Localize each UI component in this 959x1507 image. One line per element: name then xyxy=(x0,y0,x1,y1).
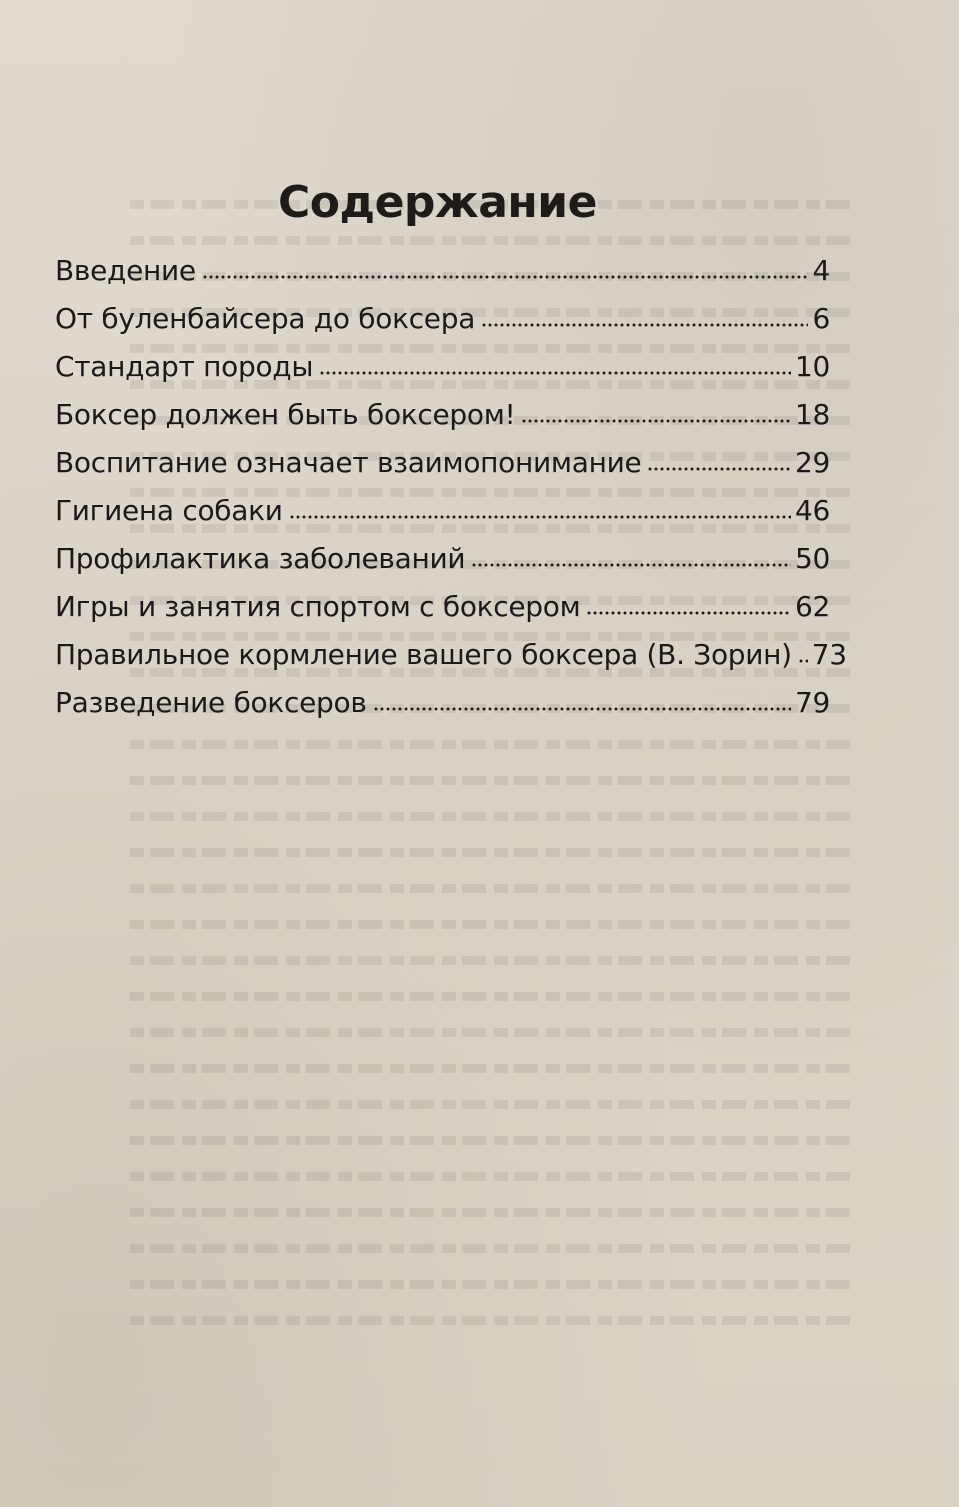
toc-entry-page-number: 18 xyxy=(794,398,830,431)
toc-entry-label: Введение xyxy=(55,254,196,287)
toc-entry-hygiene xyxy=(55,494,830,542)
toc-entry-page-number: 62 xyxy=(794,590,830,623)
toc-entry-label: Разведение боксеров xyxy=(55,686,367,719)
toc-entry-page-number: 79 xyxy=(794,686,830,719)
toc-entry-label: Боксер должен быть боксером! xyxy=(55,398,516,431)
toc-entry-feeding xyxy=(55,638,847,686)
toc-entry-breed-standard xyxy=(55,350,830,398)
toc-entry-label: Игры и занятия спортом с боксером xyxy=(55,590,581,623)
dot-leader xyxy=(586,611,791,615)
toc-entry-label: Гигиена собаки xyxy=(55,494,283,527)
toc-entry-label: От буленбайсера до боксера xyxy=(55,302,476,335)
toc-entry-page-number: 29 xyxy=(794,446,830,479)
dot-leader xyxy=(521,419,791,423)
dot-leader xyxy=(373,707,791,711)
toc-entry-label: Правильное кормление вашего боксера (В. Зорин) xyxy=(55,638,792,671)
toc-entry-page-number: 10 xyxy=(794,350,830,383)
dot-leader xyxy=(289,515,791,519)
toc-entry-label: Стандарт породы xyxy=(55,350,314,383)
toc-entry-breeding xyxy=(55,686,830,734)
toc-entry-games-sports xyxy=(55,590,830,638)
toc-entry-page-number: 4 xyxy=(812,254,830,287)
toc-entry-page-number: 50 xyxy=(794,542,830,575)
page-title: Содержание xyxy=(278,177,597,229)
toc-entry-page-number: 6 xyxy=(812,302,830,335)
dot-leader xyxy=(647,467,791,471)
toc-entry-introduction xyxy=(55,254,830,302)
dot-leader xyxy=(798,659,808,663)
toc-entry-history xyxy=(55,302,830,350)
toc-entry-upbringing xyxy=(55,446,830,494)
dot-leader xyxy=(481,323,808,327)
toc-entry-boxer-must-be-boxer xyxy=(55,398,830,446)
toc-entry-page-number: 46 xyxy=(794,494,830,527)
toc-entry-label: Профилактика заболеваний xyxy=(55,542,466,575)
toc-entry-disease-prevention xyxy=(55,542,830,590)
toc-entry-label: Воспитание означает взаимопонимание xyxy=(55,446,642,479)
table-of-contents xyxy=(55,254,847,734)
toc-entry-page-number: 73 xyxy=(811,638,847,671)
dot-leader xyxy=(471,563,791,567)
dot-leader xyxy=(319,371,791,375)
dot-leader xyxy=(202,275,809,279)
